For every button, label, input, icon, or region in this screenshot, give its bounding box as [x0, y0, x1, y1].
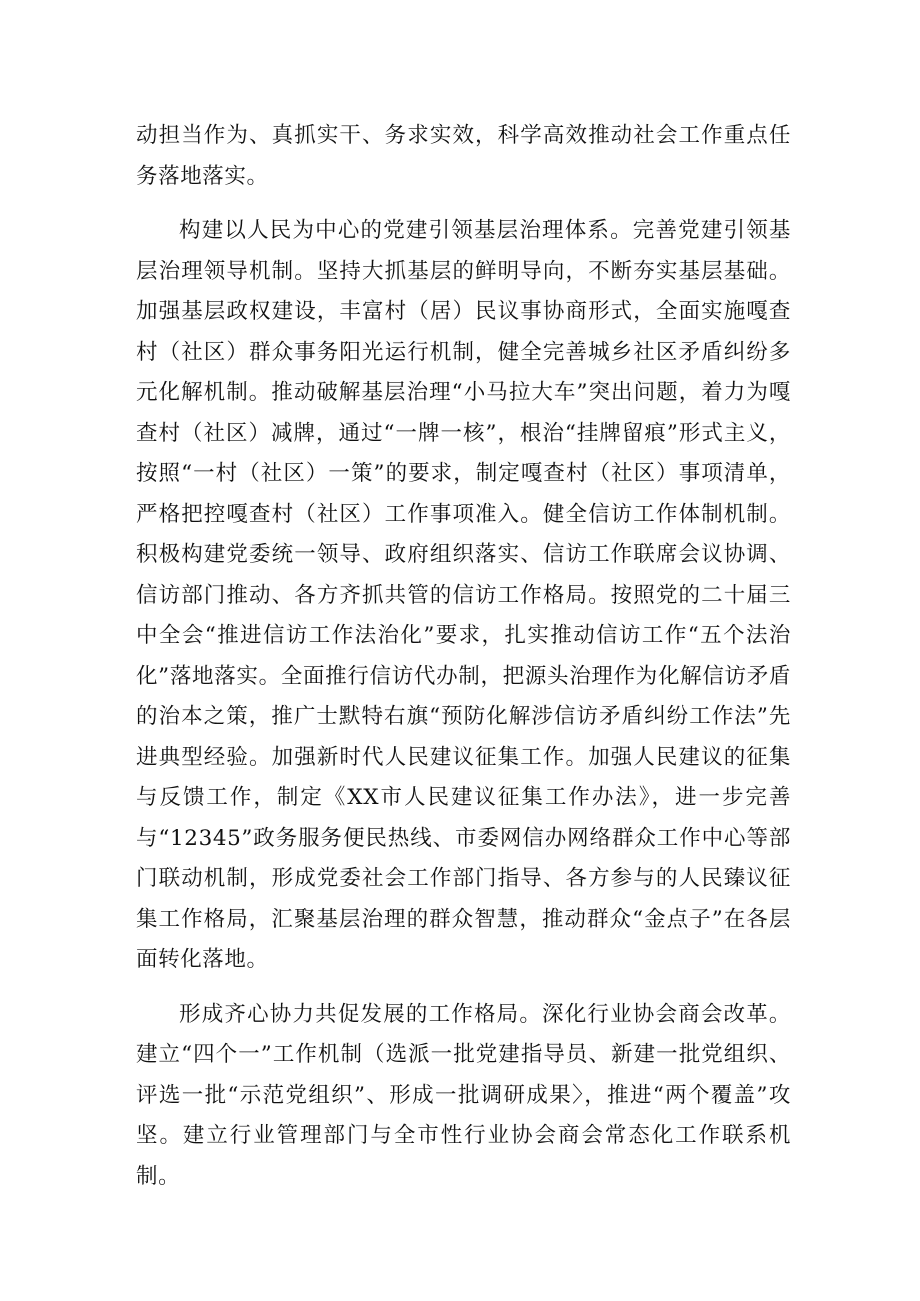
- paragraph-continuation: 动担当作为、真抓实干、务求实效，科学高效推动社会工作重点任务落地落实。: [136, 123, 791, 189]
- paragraph-work-pattern: 形成齐心协力共促发展的工作格局。深化行业协会商会改革。建立“四个一”工作机制（选派一批党建指导员、新建一批党组织、评选一批“示范党组织”、形成一批调研成果〉，推进“两个覆盖”攻坚。建立行业管理部门与全市性行业协会商会常态化工作联系机制。: [136, 1001, 791, 1189]
- paragraph-grassroots-governance: 构建以人民为中心的党建引领基层治理体系。完善党建引领基层治理领导机制。坚持大抓基层的鲜明导向，不断夯实基层基础。加强基层政权建设，丰富村（居）民议事协商形式，全面实施嘎查村（社区）群众事务阳光运行机制，健全完善城乡社区矛盾纠纷多元化解机制。推动破解基层治理“小马拉大车”突出问题，着力为嘎查村（社区）减牌，通过“一牌一核”，根治“挂牌留痕”形式主义，按照“一村（社区）一策”的要求，制定嘎查村（社区）事项清单，严格把控嘎查村（社区）工作事项准入。健全信访工作体制机制。积极构建党委统一领导、政府组织落实、信访工作联席会议协调、信访部门推动、各方齐抓共管的信访工作格局。按照党的二十届三中全会“推进信访工作法治化”要求，扎实推动信访工作“五个法治化”落地落实。全面推行信访代办制，把源头治理作为化解信访矛盾的治本之策，推广士默特右旗“预防化解涉信访矛盾纠纷工作法”先进典型经验。加强新时代人民建议征集工作。加强人民建议的征集与反馈工作，制定《XX市人民建议征集工作办法》，进一步完善与“12345”政务服务便民热线、市委网信办网络群众工作中心等部门联动机制，形成党委社会工作部门指导、各方参与的人民臻议征集工作格局，汇聚基层治理的群众智慧，推动群众“金点子”在各层面转化落地。: [136, 218, 791, 972]
- document-body: [136, 116, 791, 1197]
